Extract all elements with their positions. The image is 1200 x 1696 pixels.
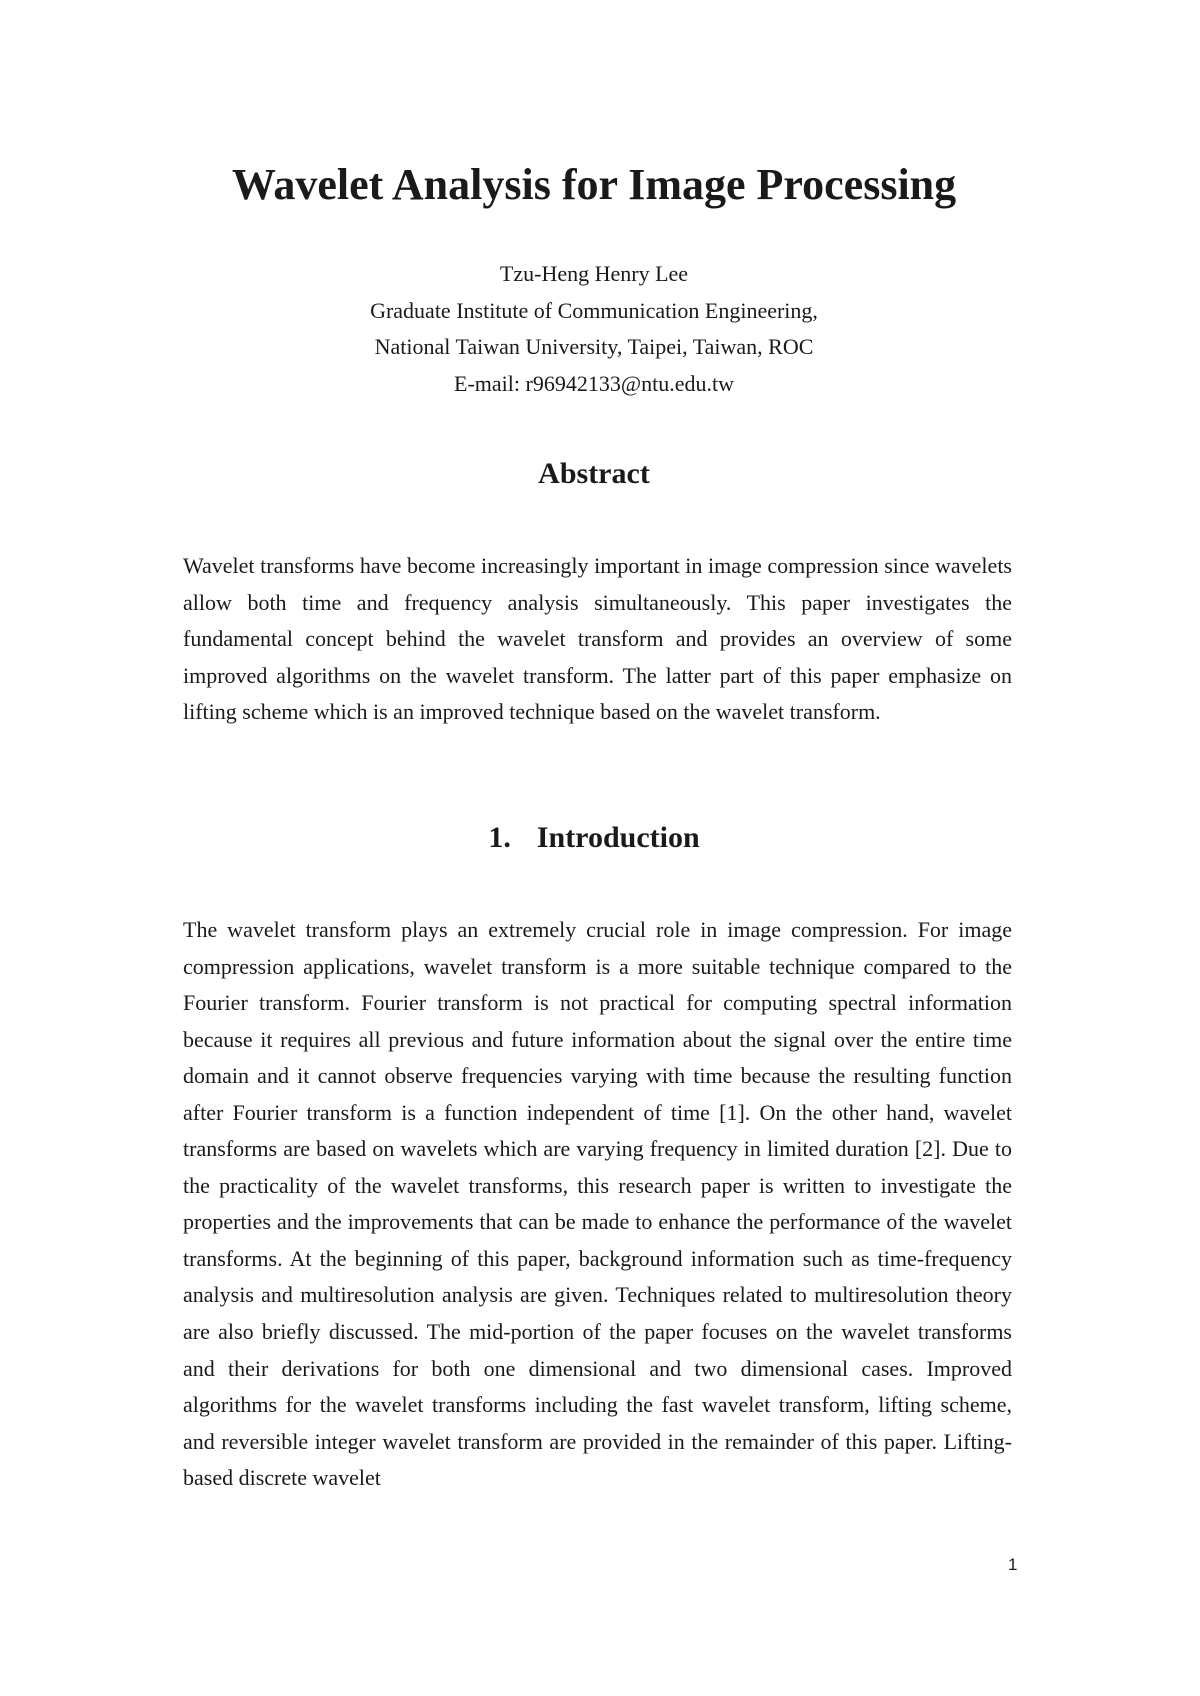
abstract-text: Wavelet transforms have become increasingly important in image compression since wavelets allow both time and frequency analysis simultaneously. This paper investigates the fundamental concept behind the wavelet transform and provides an overview of some improved algorithms on the wavelet transform. The latter part of this paper emphasize on lifting scheme which is an improved technique based on the wavelet transform. [183,553,1012,725]
section-number: 1. [488,821,511,854]
author-name: Tzu-Heng Henry Lee [499,261,689,286]
section-heading-introduction [0,818,1188,858]
introduction-text: The wavelet transform plays an extremely crucial role in image compression. For image compression applications, wavelet transform is a more suitable technique compared to the Fourier transform. Fourier transform is not practical for computing spectral information because it requires all previous and future information about the signal over the entire time domain and it cannot observe frequencies varying with time because the resulting function after Fourier transform is a function independent of time [1]. On the other hand, wavelet transforms are based on wavelets which are varying frequency in limited duration [2]. Due to the practicality of the wavelet transforms, this research paper is written to investigate the properties and the improvements that can be made to enhance the performance of the wavelet transforms. At the beginning of this paper, background information such as time-frequency analysis and multiresolution analysis are given. Techniques related to multiresolution theory are also briefly discussed. The mid-portion of the paper focuses on the wavelet transforms and their derivations for both one dimensional and two dimensional cases. Improved algorithms for the wavelet transforms including the fast wavelet transform, lifting scheme, and reversible integer wavelet transform are provided in the remainder of this paper. Lifting-based discrete wavelet [183,917,1012,1491]
author-block [0,256,1188,402]
abstract-heading: Abstract [538,457,650,490]
author-affiliation-line2: National Taiwan University, Taipei, Taiwan, ROC [374,334,814,359]
author-affiliation-line1: Graduate Institute of Communication Engineering, [370,297,818,323]
paper-title: Wavelet Analysis for Image Processing [231,160,957,209]
page-number: 1 [1008,1555,1018,1574]
author-email: E-mail: r96942133@ntu.edu.tw [454,370,734,396]
section-title: Introduction [536,821,700,854]
